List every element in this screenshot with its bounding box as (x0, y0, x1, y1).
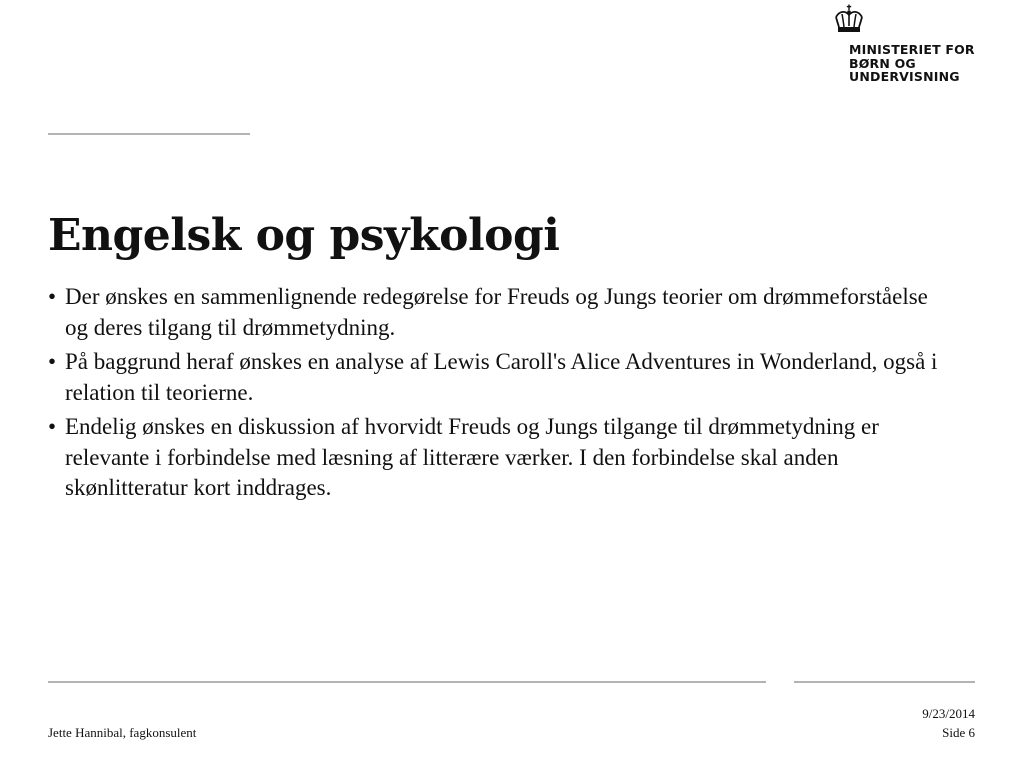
top-divider (48, 133, 250, 135)
bullet-item (48, 412, 948, 504)
bullet-marker: • (48, 414, 57, 439)
bullet-list (48, 282, 948, 508)
ministry-name-line-3: UNDERVISNING (849, 69, 960, 84)
bullet-item (48, 347, 948, 408)
ministry-name (849, 43, 975, 84)
bullet-marker: • (48, 284, 57, 309)
footer-divider-right (794, 681, 975, 683)
bullet-marker: • (48, 349, 57, 374)
bullet-item (48, 282, 948, 343)
footer-divider-left (48, 681, 766, 683)
slide-title: Engelsk og psykologi (48, 210, 560, 261)
footer-author: Jette Hannibal, fagkonsulent (48, 725, 197, 740)
ministry-name-line-2: BØRN OG (849, 55, 916, 71)
crown-icon (832, 4, 866, 34)
bullet-text: På baggrund heraf ønskes en analyse af Lewis Caroll's Alice Adventures in Wonderland, også i relation til teorierne. (65, 349, 938, 405)
bullet-text: Endelig ønskes en diskussion af hvorvidt Freuds og Jungs tilgange til drømmetydning er relevante i forbindelse med læsning af litterære værker. I den forbindelse skal anden skønlitteratur kort inddrages. (65, 414, 879, 500)
page-number: Side 6 (942, 725, 975, 740)
bullet-text: Der ønskes en sammenlignende redegørelse for Freuds og Jungs teorier om drømmeforståelse og deres tilgang til drømmetydning. (65, 284, 928, 340)
footer-date: 9/23/2014 (922, 706, 975, 721)
ministry-logo (832, 4, 992, 84)
ministry-name-line-1: MINISTERIET FOR (849, 42, 975, 57)
